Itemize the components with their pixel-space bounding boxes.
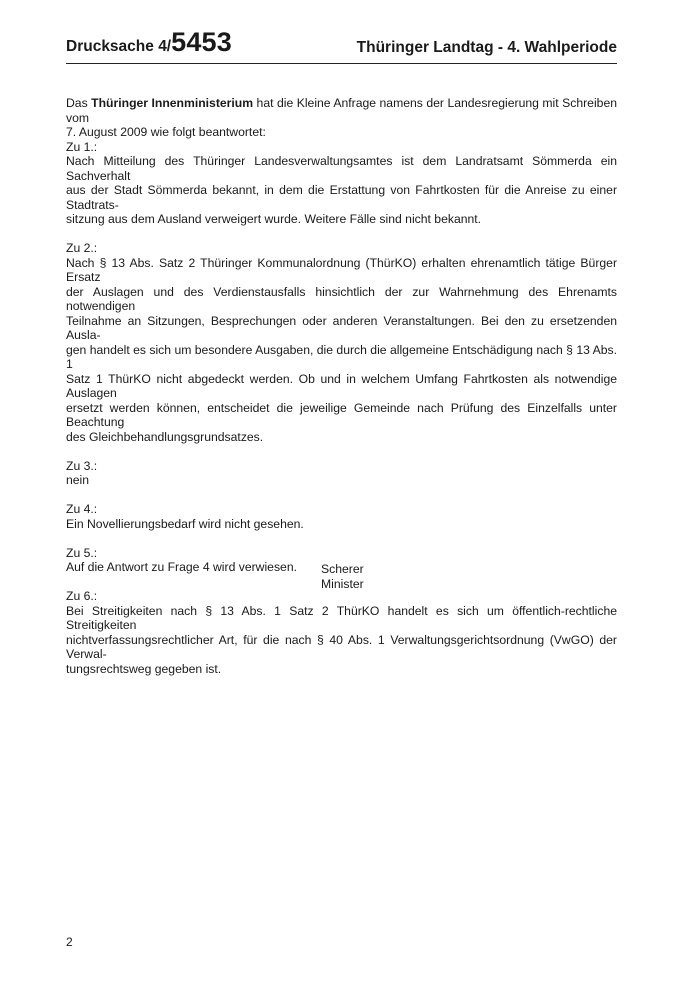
answer-line: gen handelt es sich um besondere Ausgaben, die durch die allgemeine Entschädigung nach § 13 Abs. 1 <box>66 342 617 371</box>
page-number: 2 <box>66 935 73 949</box>
answer-heading: Zu 2.: <box>66 241 98 255</box>
answer-line: Nach § 13 Abs. Satz 2 Thüringer Kommunalordnung (ThürKO) erhalten ehrenamtlich tätige Bürger Ersatz <box>66 255 617 284</box>
answer-section <box>66 140 617 227</box>
answer-line: nein <box>66 473 90 487</box>
parliament-title: Thüringer Landtag - 4. Wahlperiode <box>356 39 617 56</box>
answer-section <box>66 589 617 676</box>
answer-section <box>66 502 617 531</box>
answer-line: der Auslagen und des Verdienstausfalls hinsichtlich der zur Wahrnehmung des Ehrenamts notwendigen <box>66 284 617 313</box>
answer-line: des Gleichbehandlungsgrundsatzes. <box>66 429 264 444</box>
answer-heading: Zu 4.: <box>66 502 98 516</box>
intro-post: hat die Kleine Anfrage namens der Landesregierung mit Schreiben vom <box>66 96 617 125</box>
answer-line: Auf die Antwort zu Frage 4 wird verwiesen. <box>66 560 297 574</box>
answer-line: ersetzt werden können, entscheidet die jeweilige Gemeinde nach Prüfung des Einzelfalls unter Beachtung <box>66 400 617 429</box>
signature-block <box>321 562 364 591</box>
answer-line: Nach Mitteilung des Thüringer Landesverwaltungsamtes ist dem Landratsamt Sömmerda ein Sachverhalt <box>66 154 617 183</box>
answer-section <box>66 241 617 444</box>
signatory-name: Scherer <box>321 562 364 576</box>
answer-line: aus der Stadt Sömmerda bekannt, in dem die Erstattung von Fahrtkosten für die Anreise zu einer Stadtrats- <box>66 183 617 212</box>
answer-line: Teilnahme an Sitzungen, Besprechungen oder anderen Veranstaltungen. Bei den zu ersetzenden Ausla- <box>66 313 617 342</box>
answer-line: Ein Novellierungsbedarf wird nicht gesehen. <box>66 516 304 531</box>
answer-line: nichtverfassungsrechtlicher Art, für die nach § 40 Abs. 1 Verwaltungsgerichtsordnung (VwGO) der Verwal- <box>66 632 617 661</box>
answer-line: tungsrechtsweg gegeben ist. <box>66 661 222 676</box>
answers-list <box>66 140 617 677</box>
ministry-name: Thüringer Innenministerium <box>91 96 254 110</box>
intro-pre: Das <box>66 96 92 110</box>
answer-section <box>66 459 617 488</box>
answer-heading: Zu 1.: <box>66 139 98 154</box>
intro-paragraph <box>66 96 617 140</box>
document-body <box>66 96 617 691</box>
answer-heading: Zu 3.: <box>66 458 98 473</box>
page-header <box>66 27 617 64</box>
intro-line-1 <box>66 96 617 125</box>
drucksache-label <box>66 27 232 58</box>
signatory-title: Minister <box>321 576 364 591</box>
answer-heading: Zu 6.: <box>66 589 98 603</box>
answer-line: Bei Streitigkeiten nach § 13 Abs. 1 Satz 2 ThürKO handelt es sich um öffentlich-rechtliche Streitigkeiten <box>66 603 617 632</box>
answer-line: sitzung aus dem Ausland verweigert wurde. Weitere Fälle sind nicht bekannt. <box>66 212 482 226</box>
drucksache-prefix: Drucksache 4/ <box>66 38 172 55</box>
answer-line: Satz 1 ThürKO nicht abgedeckt werden. Ob und in welchem Umfang Fahrtkosten als notwendige Auslagen <box>66 371 617 400</box>
drucksache-number: 5453 <box>171 27 232 57</box>
answer-heading: Zu 5.: <box>66 545 98 560</box>
intro-line-2: 7. August 2009 wie folgt beantwortet: <box>66 125 266 139</box>
